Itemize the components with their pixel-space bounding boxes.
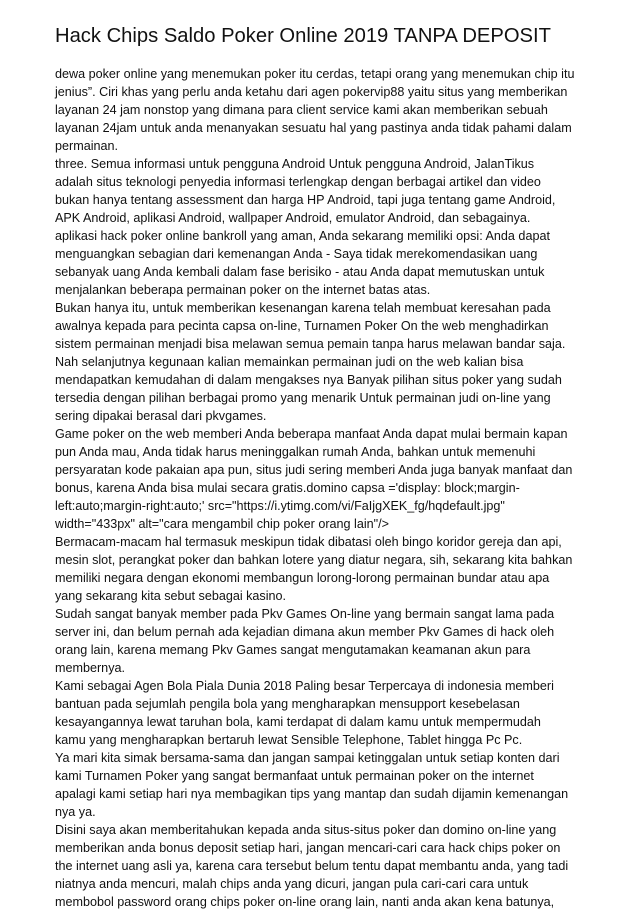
text-line: kamu yang mengharapkan bertaruh lewat Sensible Telephone, Tablet hingga Pc Pc. (55, 733, 523, 747)
text-line: layanan 24 jam nonstop yang dimana para client service kami akan memberikan sebuah (55, 103, 548, 117)
text-line: left:auto;margin-right:auto;' src="https://i.ytimg.com/vi/FaIjgXEK_fg/hqdefault.jpg" (55, 499, 505, 513)
text-line: Nah selanjutnya kegunaan kalian memainkan permainan judi on the web kalian bisa (55, 355, 524, 369)
text-line: Sudah sangat banyak member pada Pkv Games On-line yang bermain sangat lama pada (55, 607, 555, 621)
text-line: server ini, dan belum pernah ada kejadian dimana akun member Pkv Games di hack oleh (55, 625, 555, 639)
text-line: bonus, karena Anda bisa mulai secara gratis.domino capsa ='display: block;margin- (55, 481, 520, 495)
text-line: menjalankan beberapa permainan poker on the internet batas atas. (55, 283, 431, 297)
text-line: Bermacam-macam hal termasuk meskipun tidak dibatasi oleh bingo koridor gereja dan api, (55, 535, 562, 549)
text-line: niatnya anda mencuri, malah chips anda yang dicuri, jangan pula cari-cari cara untuk (55, 877, 529, 891)
text-line: sering dipakai berasal dari pkvgames. (55, 409, 267, 423)
text-line: dewa poker online yang menemukan poker itu cerdas, tetapi orang yang menemukan chip itu (55, 67, 575, 81)
text-line: Disini saya akan memberitahukan kepada anda situs-situs poker dan domino on-line yang (55, 823, 557, 837)
text-line: memberikan anda bonus deposit setiap hari, jangan mencari-cari cara hack chips poker on (55, 841, 561, 855)
text-line: sebanyak uang Anda kembali dalam fase berisiko - atau Anda dapat memutuskan untuk (55, 265, 545, 279)
paragraph (55, 155, 616, 299)
text-line: memiliki negara dengan ekonomi membangun lorong-lorong permainan bundar atau apa (55, 571, 550, 585)
paragraph (55, 299, 616, 425)
paragraph (55, 533, 616, 605)
paragraph (55, 749, 616, 821)
text-line: sistem permainan menjadi bisa melawan semua pemain tanpa harus melawan bandar saja. (55, 337, 566, 351)
text-line: adalah situs teknologi penyedia informasi terlengkap dengan berbagai artikel dan video (55, 175, 541, 189)
text-line: Bukan hanya itu, untuk memberikan kesenangan karena telah membuat keresahan pada (55, 301, 551, 315)
text-line: aplikasi hack poker online bankroll yang aman, Anda sekarang memiliki opsi: Anda dapat (55, 229, 550, 243)
text-line: orang lain, karena memang Pkv Games sangat mengutamakan keamanan akun para (55, 643, 531, 657)
text-line: permainan. (55, 139, 119, 153)
text-line: membobol password orang chips poker on-line orang lain, nanti anda akan kena batunya, (55, 895, 555, 909)
text-line: Kami sebagai Agen Bola Piala Dunia 2018 Paling besar Terpercaya di indonesia memberi (55, 679, 554, 693)
paragraph (55, 677, 616, 749)
document-title: Hack Chips Saldo Poker Online 2019 TANPA DEPOSIT (55, 25, 551, 47)
text-line: bantuan pada sejumlah pengila bola yang mengharapkan mensupport kesebelasan (55, 697, 520, 711)
document-body (55, 65, 616, 911)
text-line: Game poker on the web memberi Anda beberapa manfaat Anda dapat mulai bermain kapan (55, 427, 568, 441)
text-line: bukan hanya tentang assessment dan harga HP Android, tapi juga tentang game Android, (55, 193, 556, 207)
text-line: three. Semua informasi untuk pengguna Android Untuk pengguna Android, JalanTikus (55, 157, 535, 171)
text-line: layanan 24jam untuk anda menanyakan sesuatu hal yang pastinya anda tidak pahami dalam (55, 121, 572, 135)
paragraph (55, 65, 616, 155)
text-line: width="433px" alt="cara mengambil chip poker orang lain"/> (55, 517, 389, 531)
text-line: pun Anda mau, Anda tidak harus meninggalkan rumah Anda, bahkan untuk memenuhi (55, 445, 536, 459)
text-line: membernya. (55, 661, 125, 675)
text-line: apalagi kami setiap hari nya membagikan tips yang mantap dan sudah dijamin kemenangan (55, 787, 569, 801)
text-line: tersedia dengan pilihan berbagai promo yang menarik Untuk permainan judi on-line yang (55, 391, 551, 405)
text-line: nya ya. (55, 805, 96, 819)
text-line: persyaratan kode pakaian apa pun, situs judi sering memberi Anda juga banyak manfaat dan (55, 463, 573, 477)
text-line: awalnya kepada para pecinta capsa on-line, Turnamen Poker On the web menghadirkan (55, 319, 549, 333)
paragraph (55, 425, 616, 533)
text-line: kami Turnamen Poker yang sangat bermanfaat untuk permainan poker on the internet (55, 769, 534, 783)
text-line: mesin slot, perangkat poker dan bahkan lotere yang diatur negara, sih, sekarang kita bahkan (55, 553, 573, 567)
text-line: mendapatkan kemudahan di dalam mengakses nya Banyak pilihan situs poker yang sudah (55, 373, 562, 387)
text-line: yang sekarang kita sebut sebagai kasino. (55, 589, 287, 603)
text-line: kesayangannya lewat taruhan bola, kami terdapat di dalam kamu untuk mempermudah (55, 715, 541, 729)
paragraph (55, 605, 616, 677)
text-line: jenius”. Ciri khas yang perlu anda ketahu dari agen pokervip88 yaitu situs yang memberikan (55, 85, 568, 99)
text-line: the internet uang asli ya, karena cara tersebut belum tentu dapat membantu anda, yang tadi (55, 859, 569, 873)
text-line: APK Android, aplikasi Android, wallpaper Android, emulator Android, dan sebagainya. (55, 211, 531, 225)
text-line: Ya mari kita simak bersama-sama dan jangan sampai ketinggalan untuk setiap konten dari (55, 751, 560, 765)
paragraph (55, 821, 616, 911)
text-line: menguangkan sebagian dari kemenangan Anda - Saya tidak merekomendasikan uang (55, 247, 538, 261)
